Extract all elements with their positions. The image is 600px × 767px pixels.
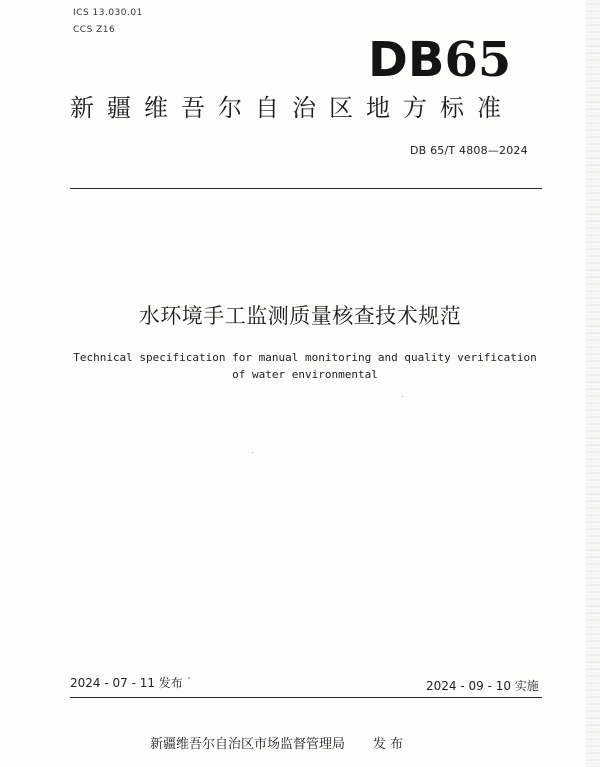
db-logo <box>368 32 511 88</box>
issue-date: 2024 - 07 - 11 发布 <box>70 676 183 690</box>
publisher-action: 发 布 <box>373 737 404 752</box>
issuing-authority-title: 新疆维吾尔自治区地方标准 <box>70 94 514 122</box>
english-title-line-1: Technical specification for manual monitoring and quality verification <box>73 351 537 364</box>
footer-divider <box>70 697 542 698</box>
scan-edge-artifact <box>586 0 600 767</box>
document-title-english <box>60 349 550 383</box>
ics-code: ICS 13.030.01 <box>73 8 143 18</box>
english-title-line-2: of water environmental <box>232 368 378 381</box>
publisher-line <box>150 733 403 752</box>
scan-speck <box>252 452 253 453</box>
scan-speck <box>188 677 190 679</box>
standard-number: DB 65/T 4808—2024 <box>410 144 528 157</box>
classification-codes <box>73 5 143 39</box>
scan-speck <box>402 396 403 397</box>
logo-number: 65 <box>444 32 512 88</box>
ccs-code: CCS Z16 <box>73 25 116 35</box>
publisher-name: 新疆维吾尔自治区市场监督管理局 <box>150 737 346 752</box>
header-divider <box>70 188 542 189</box>
implementation-date: 2024 - 09 - 10 实施 <box>426 679 539 693</box>
logo-db: DB <box>368 32 445 88</box>
document-title-chinese: 水环境手工监测质量核查技术规范 <box>138 304 462 328</box>
